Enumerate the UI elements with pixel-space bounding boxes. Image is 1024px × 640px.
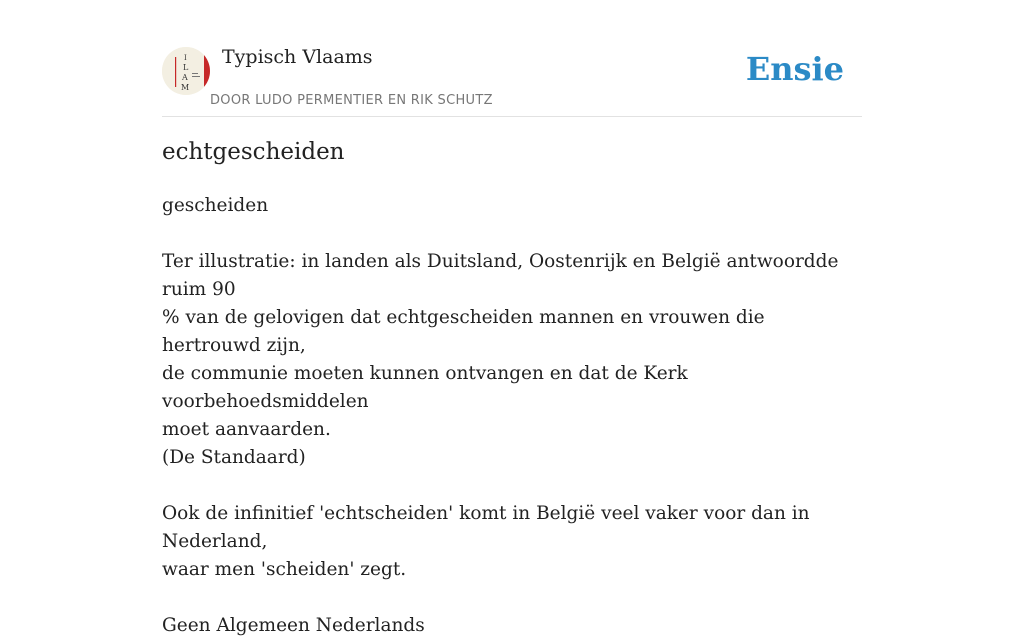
svg-text:A: A xyxy=(182,73,188,82)
note-line: Ook de infinitief 'echtscheiden' komt in België veel vaker voor dan in Nederland, xyxy=(162,503,810,552)
ensie-brand-logo[interactable]: Ensie xyxy=(745,50,844,88)
page-content xyxy=(162,0,862,636)
quote-source: (De Standaard) xyxy=(162,447,306,468)
quote-line: Ter illustratie: in landen als Duitsland, Oostenrijk en België antwoordde ruim 90 xyxy=(162,251,839,300)
site-title[interactable]: Typisch Vlaams xyxy=(222,46,373,68)
quote-line: de communie moeten kunnen ontvangen en dat de Kerk voorbehoedsmiddelen xyxy=(162,363,688,412)
book-cover-logo[interactable] xyxy=(162,47,210,95)
svg-text:I: I xyxy=(184,54,187,62)
footer-line: Geen Algemeen Nederlands xyxy=(162,615,425,636)
quote-line: moet aanvaarden. xyxy=(162,419,331,440)
quote-line: % van de gelovigen dat echtgescheiden mannen en vrouwen die hertrouwd zijn, xyxy=(162,307,765,356)
svg-text:M: M xyxy=(181,83,190,92)
note-line: waar men 'scheiden' zegt. xyxy=(162,559,407,580)
byline: DOOR LUDO PERMENTIER EN RIK SCHUTZ xyxy=(210,93,493,108)
entry-title: echtgescheiden xyxy=(162,139,345,165)
definition: gescheiden xyxy=(162,195,269,216)
site-header xyxy=(162,44,862,117)
svg-text:L: L xyxy=(183,63,189,72)
entry-body xyxy=(162,192,862,640)
